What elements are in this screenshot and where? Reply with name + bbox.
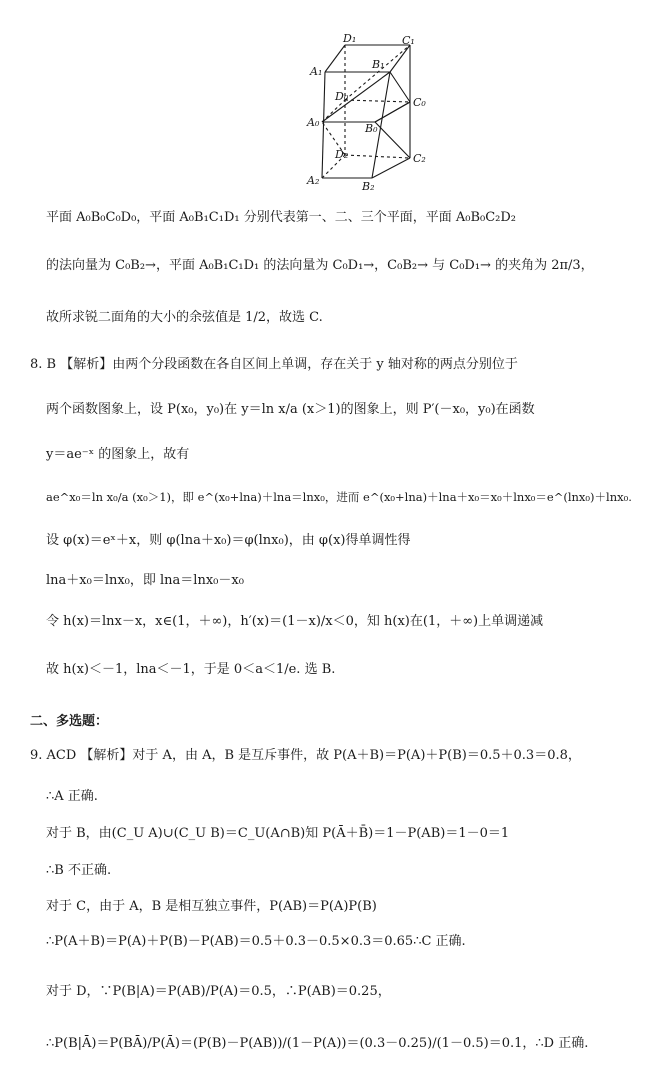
question-9-line-5: 对于 C，由于 A，B 是相互独立事件，P(AB)＝P(A)P(B) (46, 899, 377, 914)
question-8-line-5: 设 φ(x)＝eˣ＋x，则 φ(lna＋x₀)＝φ(lnx₀)，由 φ(x)得单调性得 (46, 533, 411, 548)
text-line-3: 故所求锐二面角的大小的余弦值是 1/2，故选 C. (46, 310, 323, 325)
question-8-line-2: 两个函数图象上，设 P(x₀，y₀)在 y＝ln x/a (x＞1)的图象上，则 P′(－x₀，y₀)在函数 (46, 402, 535, 417)
question-9-line-2: ∴A 正确. (46, 789, 98, 804)
label-D1: D₁ (343, 32, 357, 45)
text-line-1: 平面 A₀B₀C₀D₀，平面 A₀B₁C₁D₁ 分别代表第一、二、三个平面，平面 A₀B₀C₂D₂ (46, 210, 516, 225)
question-8-line-7: 令 h(x)＝lnx－x，x∈(1，＋∞)，h′(x)＝(1－x)/x＜0，知 h(x)在(1，＋∞)上单调递减 (46, 614, 544, 629)
question-8-line-8: 故 h(x)＜－1，lna＜－1，于是 0＜a＜1/e. 选 B. (46, 662, 336, 677)
question-9-line-8: ∴P(B|Ā)＝P(BĀ)/P(Ā)＝(P(B)－P(AB))/(1－P(A))＝(0.3－0.25)/(1－0.5)＝0.1，∴D 正确. (46, 1036, 589, 1051)
prism-figure (0, 0, 648, 200)
label-D0: D₀ (335, 90, 349, 103)
label-B2: B₂ (362, 180, 375, 193)
question-9-line-7: 对于 D，∵P(B|A)＝P(AB)/P(A)＝0.5，∴P(AB)＝0.25， (46, 984, 391, 999)
question-9-line-4: ∴B 不正确. (46, 863, 112, 878)
question-8-line-3: y＝ae⁻ˣ 的图象上，故有 (46, 447, 190, 462)
label-C1: C₁ (402, 34, 415, 47)
question-9-line-3: 对于 B，由(C_U A)∪(C_U B)＝C_U(A∩B)知 P(Ā＋B̄)＝1－P(AB)＝1－0＝1 (46, 826, 510, 841)
label-B1: B₁ (372, 58, 385, 71)
text-line-2: 的法向量为 C₀B₂→，平面 A₀B₁C₁D₁ 的法向量为 C₀D₁→，C₀B₂→ 与 C₀D₁→ 的夹角为 2π/3， (46, 258, 594, 273)
question-9-line-6: ∴P(A＋B)＝P(A)＋P(B)－P(AB)＝0.5＋0.3－0.5×0.3＝0.65∴C 正确. (46, 934, 466, 949)
label-A1: A₁ (310, 65, 323, 78)
label-B0: B₀ (365, 122, 378, 135)
label-A2: A₂ (307, 174, 320, 187)
question-8-line-1: 8. B 【解析】由两个分段函数在各自区间上单调，存在关于 y 轴对称的两点分别位于 (30, 357, 518, 372)
question-8-line-6: lna＋x₀＝lnx₀，即 lna＝lnx₀－x₀ (46, 573, 244, 588)
question-8-line-4: ae^x₀＝ln x₀/a (x₀＞1)，即 e^(x₀+lna)＋lna＝lnx₀，进而 e^(x₀+lna)＋lna＋x₀＝x₀＋lnx₀＝e^(lnx₀)＋lnx₀. (46, 490, 632, 504)
section-heading-multi-choice: 二、多选题： (30, 714, 109, 729)
label-A0: A₀ (307, 116, 320, 129)
label-D2: D₂ (335, 148, 349, 161)
label-C0: C₀ (413, 96, 426, 109)
question-9-line-1: 9. ACD 【解析】对于 A，由 A，B 是互斥事件，故 P(A＋B)＝P(A)＋P(B)＝0.5＋0.3＝0.8， (30, 748, 581, 763)
label-C2: C₂ (413, 152, 426, 165)
